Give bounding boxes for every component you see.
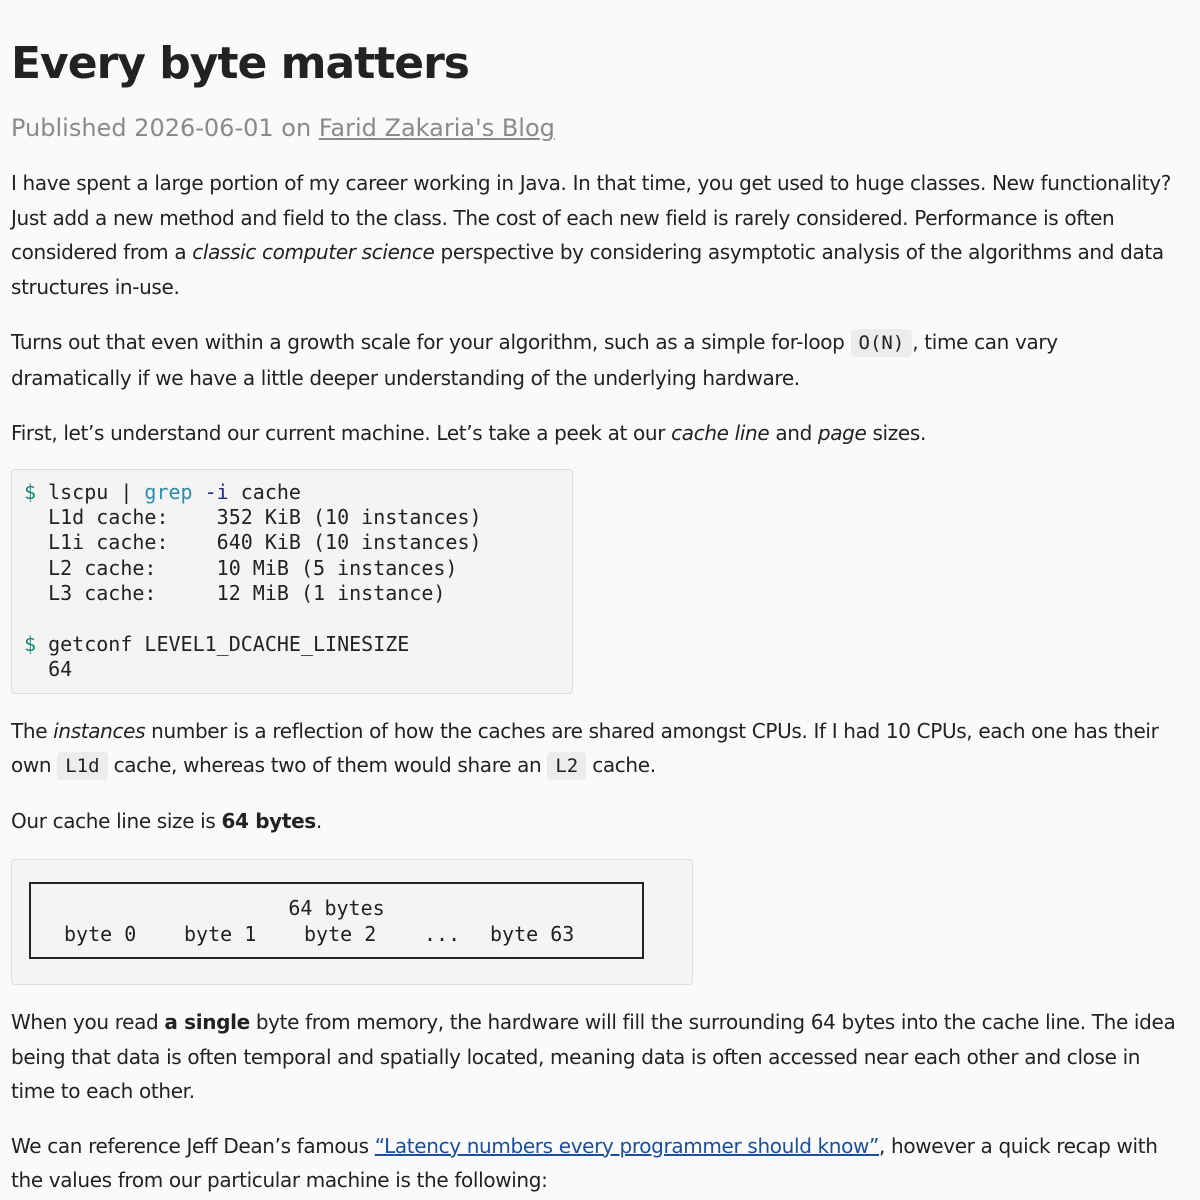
code-text: -i	[192, 479, 229, 504]
code-line: L2 cache: 10 MiB (5 instances)	[24, 555, 458, 580]
code-text: cache	[228, 479, 301, 504]
post-meta	[11, 112, 1180, 144]
latency-numbers-link[interactable]: “Latency numbers every programmer should know”	[374, 1133, 880, 1158]
text: byte from memory, the hardware will fill the surrounding 64 bytes into the cache line. The idea being that data is often temporal and spatially located, meaning data is often accessed near each other and close in time to each other.	[11, 1010, 1176, 1104]
shell-prompt: $	[24, 479, 37, 504]
text: Our cache line size is	[11, 808, 222, 833]
paragraph-latency	[11, 1129, 1180, 1198]
emphasis: cache line	[671, 421, 770, 445]
paragraph-machine	[11, 416, 1180, 451]
byte-cell: byte 0	[64, 922, 137, 947]
text: First, let’s understand our current machine. Let’s take a peek at our	[11, 421, 672, 445]
text: , however a quick recap with the values from our particular machine is the following:	[11, 1133, 1158, 1193]
cache-line-diagram	[11, 859, 693, 985]
strong-text: a single	[164, 1010, 250, 1035]
ellipsis: ...	[424, 922, 461, 947]
byte-cell: byte 63	[490, 922, 575, 947]
text: We can reference Jeff Dean’s famous	[11, 1133, 375, 1158]
paragraph-intro	[11, 166, 1180, 304]
code-text: grep	[144, 479, 193, 504]
inline-code: L2	[547, 752, 586, 780]
code-line: L1d cache: 352 KiB (10 instances)	[24, 504, 482, 529]
emphasis: instances	[53, 718, 146, 743]
text: and	[769, 421, 818, 445]
code-line: L3 cache: 12 MiB (1 instance)	[24, 581, 446, 606]
code-text: getconf LEVEL1_DCACHE_LINESIZE	[36, 631, 410, 656]
text: Turns out that even within a growth scale for your algorithm, such as a simple for-loop	[11, 330, 851, 354]
text: number is a reflection of how the caches are shared amongst CPUs. If I had 10 CPUs, each one has their own	[11, 718, 1159, 778]
emphasis: page	[817, 421, 867, 445]
published-date: Published 2026-06-01 on	[11, 114, 319, 142]
text: perspective by considering asymptotic analysis of the algorithms and data structures in-use.	[11, 240, 1164, 299]
emphasis: classic computer science	[192, 240, 435, 264]
text: .	[315, 808, 322, 833]
text: The	[11, 718, 54, 743]
text: I have spent a large portion of my career working in Java. In that time, you get used to huge classes. New functionality? Just add a new method and field to the class. The cost of each new field is rarely considered. Performance is often considered from a	[11, 171, 1172, 264]
byte-cell: byte 2	[304, 922, 377, 947]
paragraph-single-byte	[11, 1005, 1180, 1109]
strong-text: 64 bytes	[221, 808, 316, 833]
text: When you read	[11, 1010, 165, 1035]
inline-code: L1d	[57, 752, 107, 780]
paragraph-growth	[11, 325, 1180, 395]
text: sizes.	[866, 421, 926, 445]
shell-prompt: $	[24, 631, 37, 656]
byte-cell: byte 1	[184, 922, 257, 947]
inline-code: O(N)	[851, 329, 913, 357]
text: cache, whereas two of them would share an	[107, 753, 548, 778]
code-line: L1i cache: 640 KiB (10 instances)	[24, 530, 482, 555]
cache-line-box	[29, 882, 644, 959]
cache-line-title: 64 bytes	[288, 896, 385, 921]
code-text: lscpu |	[36, 479, 145, 504]
code-line: 64	[24, 657, 73, 682]
page-title: Every byte matters	[11, 38, 469, 89]
text: cache.	[586, 753, 656, 778]
paragraph-cache-line-size	[11, 804, 1180, 839]
text: , time can vary dramatically if we have a little deeper understanding of the underlying hardware.	[11, 330, 1058, 390]
code-block-lscpu[interactable]	[11, 469, 573, 694]
blog-link[interactable]: Farid Zakaria's Blog	[318, 114, 555, 142]
paragraph-instances	[11, 714, 1180, 784]
